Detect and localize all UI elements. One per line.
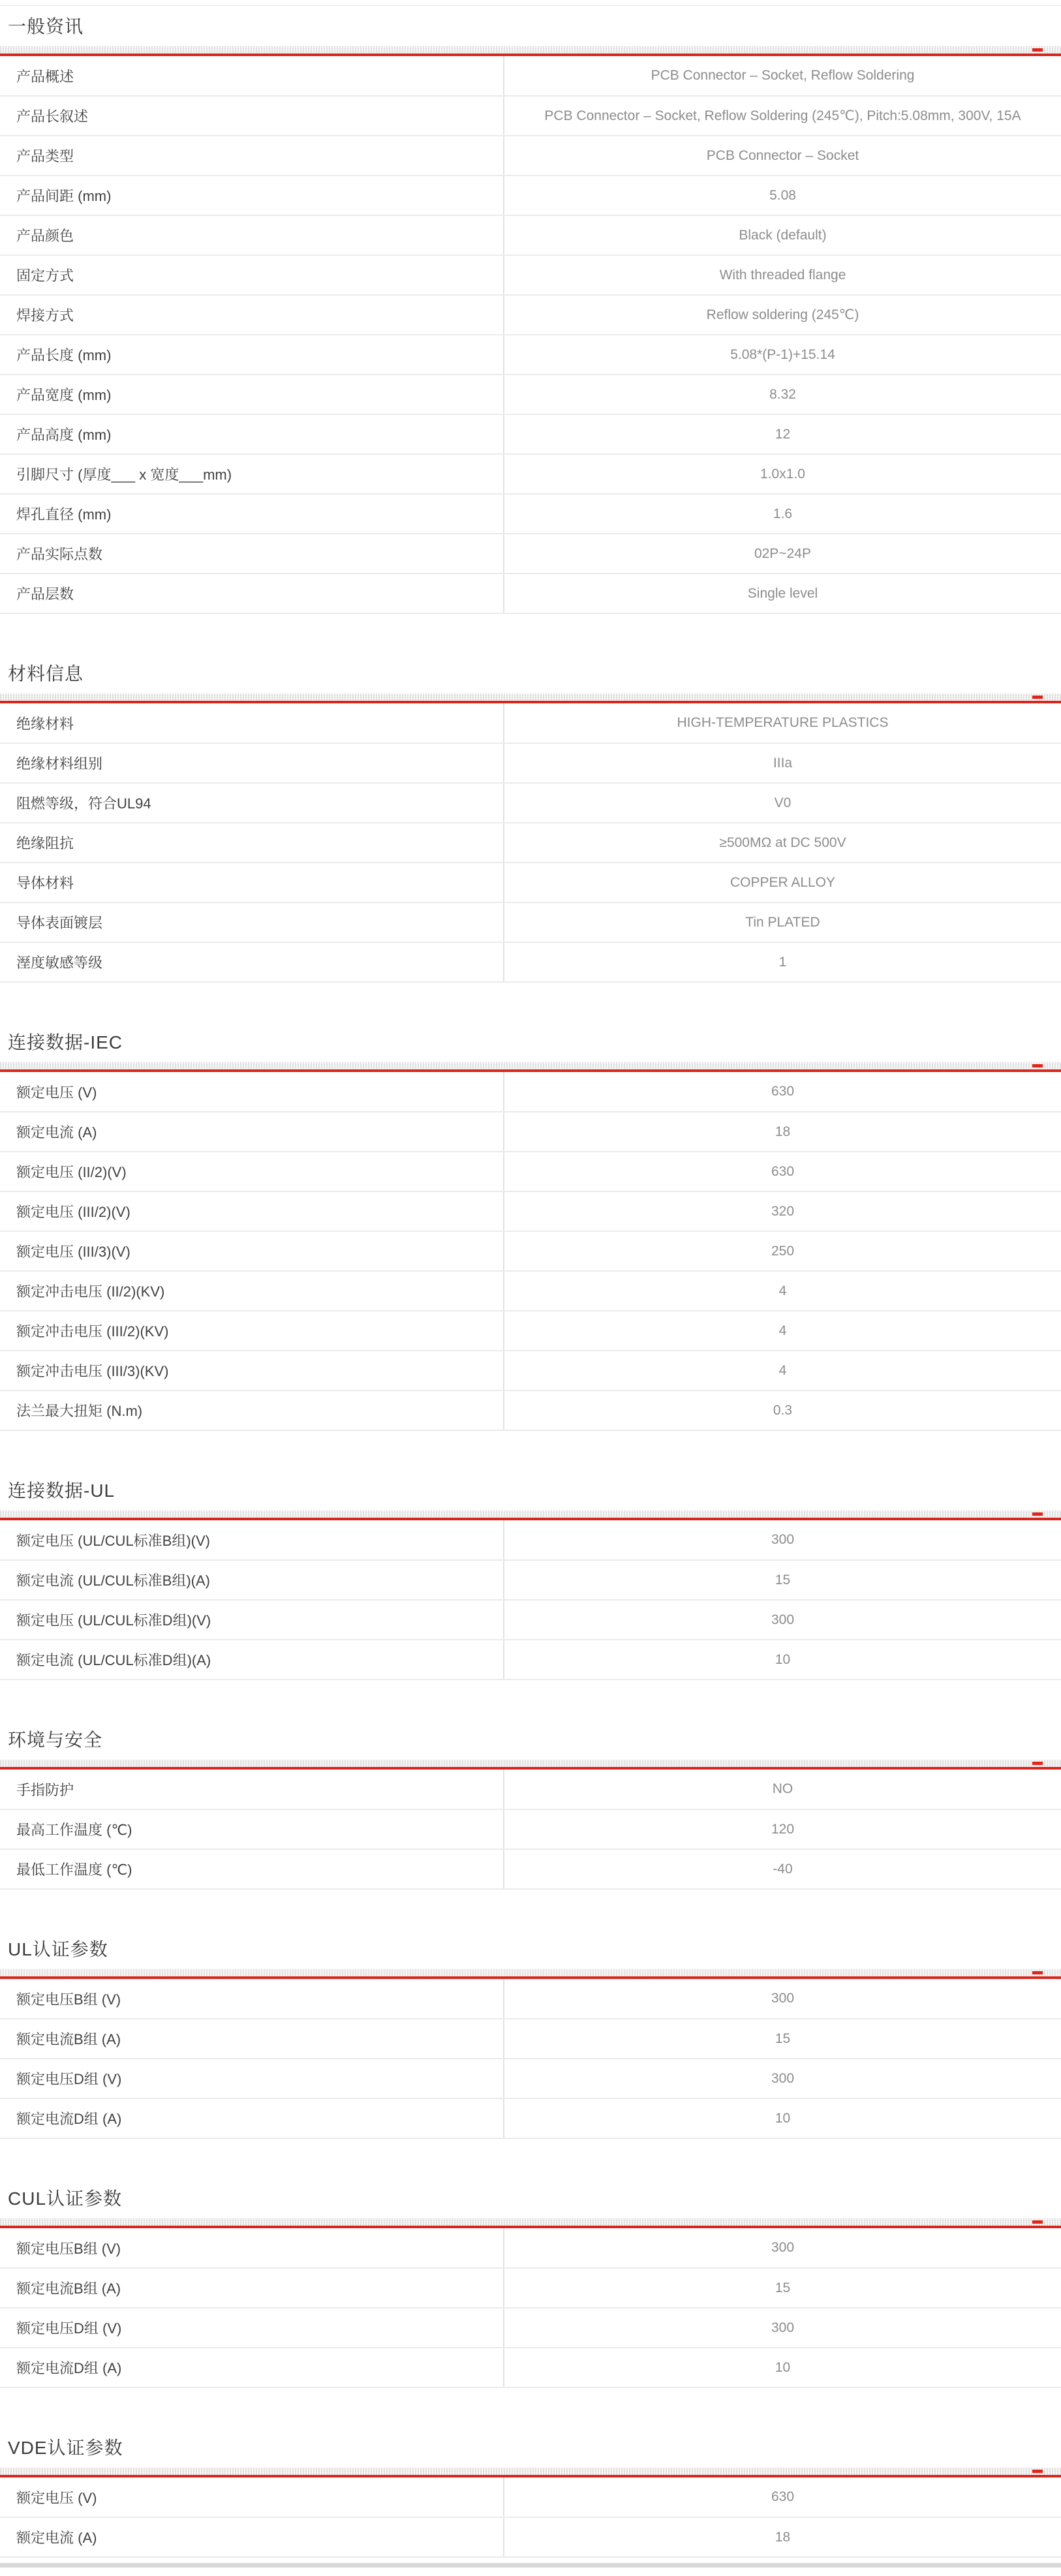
section-divider-texture: [0, 694, 1061, 701]
row-value: 1.0x1.0: [504, 454, 1061, 494]
table-row: [0, 1072, 1061, 1112]
spec-section-1: [0, 662, 1061, 983]
table-row: [0, 2348, 1061, 2387]
row-value: PCB Connector – Socket: [504, 136, 1061, 176]
row-label: 额定电流B组 (A): [0, 2268, 504, 2308]
section-divider-texture: [0, 1062, 1061, 1069]
table-row: [0, 1271, 1061, 1311]
spec-table: [0, 56, 1061, 614]
table-row: [0, 215, 1061, 255]
row-value: Black (default): [504, 215, 1061, 255]
table-row: [0, 295, 1061, 335]
row-value: 5.08*(P-1)+15.14: [504, 335, 1061, 375]
table-row: [0, 1351, 1061, 1390]
row-value: IIIa: [504, 743, 1061, 783]
spec-table-body: [0, 1979, 1061, 2138]
row-value: 10: [504, 2348, 1061, 2387]
row-value: 300: [504, 1600, 1061, 1640]
row-value: 5.08: [504, 176, 1061, 215]
row-value: 120: [504, 1809, 1061, 1849]
row-label: 最高工作温度 (℃): [0, 1809, 504, 1849]
row-label: 最低工作温度 (℃): [0, 1849, 504, 1889]
row-value: 630: [504, 1152, 1061, 1191]
row-label: 额定电压 (UL/CUL标准D组)(V): [0, 1600, 504, 1640]
row-label: 溼度敏感等级: [0, 942, 504, 982]
table-row: [0, 574, 1061, 613]
section-header: [0, 1728, 1061, 1752]
row-value: Tin PLATED: [504, 902, 1061, 942]
spec-table-body: [0, 2477, 1061, 2557]
spec-table-body: [0, 1770, 1061, 1889]
row-value: 18: [504, 2517, 1061, 2557]
row-value: Reflow soldering (245℃): [504, 295, 1061, 335]
section-header: [0, 2187, 1061, 2211]
row-label: 产品长度 (mm): [0, 335, 504, 375]
row-label: 额定电压D组 (V): [0, 2059, 504, 2098]
table-row: [0, 96, 1061, 136]
row-label: 额定电流 (A): [0, 2517, 504, 2557]
table-row: [0, 1849, 1061, 1889]
spec-table: [0, 2228, 1061, 2388]
row-label: 导体材料: [0, 863, 504, 902]
spec-table-body: [0, 703, 1061, 982]
collapse-minus-icon[interactable]: [1032, 1064, 1043, 1067]
row-value: 18: [504, 1112, 1061, 1152]
row-label: 额定电压B组 (V): [0, 2228, 504, 2268]
table-row: [0, 743, 1061, 783]
row-value: 300: [504, 1979, 1061, 2019]
spec-section-7: [0, 2436, 1061, 2558]
table-row: [0, 494, 1061, 534]
row-value: 320: [504, 1191, 1061, 1231]
row-value: NO: [504, 1770, 1061, 1809]
section-header: [0, 1031, 1061, 1054]
row-label: 产品类型: [0, 136, 504, 176]
row-label: 额定电流D组 (A): [0, 2098, 504, 2138]
section-divider-texture: [0, 2218, 1061, 2226]
spec-section-5: [0, 1938, 1061, 2139]
table-row: [0, 454, 1061, 494]
row-label: 额定电流D组 (A): [0, 2348, 504, 2387]
row-value: 1.6: [504, 494, 1061, 534]
row-label: 焊接方式: [0, 295, 504, 335]
row-value: 300: [504, 2228, 1061, 2268]
row-value: 4: [504, 1351, 1061, 1390]
spec-table: [0, 2477, 1061, 2558]
row-label: 焊孔直径 (mm): [0, 494, 504, 534]
table-row: [0, 823, 1061, 863]
row-label: 额定电压 (UL/CUL标准B组)(V): [0, 1520, 504, 1560]
row-value: 10: [504, 2098, 1061, 2138]
row-label: 额定冲击电压 (III/3)(KV): [0, 1351, 504, 1390]
table-row: [0, 942, 1061, 982]
section-header: [0, 2436, 1061, 2460]
row-label: 额定电流 (A): [0, 1112, 504, 1152]
spec-table: [0, 1770, 1061, 1890]
table-row: [0, 534, 1061, 574]
collapse-minus-icon[interactable]: [1032, 1512, 1043, 1516]
spec-section-2: [0, 1031, 1061, 1431]
row-value: ≥500MΩ at DC 500V: [504, 823, 1061, 863]
row-label: 额定冲击电压 (II/2)(KV): [0, 1271, 504, 1311]
table-row: [0, 703, 1061, 743]
row-label: 绝缘阻抗: [0, 823, 504, 863]
table-row: [0, 1390, 1061, 1430]
section-divider-texture: [0, 1760, 1061, 1767]
row-value: 15: [504, 2019, 1061, 2059]
row-value: 15: [504, 1560, 1061, 1600]
table-row: [0, 1979, 1061, 2019]
section-title: 连接数据-IEC: [8, 1032, 123, 1052]
row-label: 额定电流 (UL/CUL标准B组)(A): [0, 1560, 504, 1600]
row-label: 额定电压D组 (V): [0, 2308, 504, 2348]
table-row: [0, 1112, 1061, 1152]
row-label: 法兰最大扭矩 (N.m): [0, 1390, 504, 1430]
table-row: [0, 1640, 1061, 1679]
table-row: [0, 2098, 1061, 2138]
collapse-minus-icon[interactable]: [1032, 1971, 1043, 1974]
row-value: 0.3: [504, 1390, 1061, 1430]
page-bottom-cutoff-strip: [0, 2563, 1061, 2568]
row-value: 300: [504, 2308, 1061, 2348]
section-title: 环境与安全: [8, 1730, 103, 1750]
table-row: [0, 783, 1061, 823]
section-divider-texture: [0, 2468, 1061, 2475]
row-value: 630: [504, 1072, 1061, 1112]
row-label: 产品层数: [0, 574, 504, 613]
table-row: [0, 2019, 1061, 2059]
row-value: With threaded flange: [504, 255, 1061, 295]
section-divider-texture: [0, 1969, 1061, 1976]
spec-table: [0, 1520, 1061, 1680]
table-row: [0, 176, 1061, 215]
spec-table-body: [0, 1520, 1061, 1679]
row-value: Single level: [504, 574, 1061, 613]
collapse-minus-icon[interactable]: [1032, 696, 1043, 699]
row-label: 阻燃等级，符合UL94: [0, 783, 504, 823]
table-row: [0, 1311, 1061, 1351]
table-row: [0, 56, 1061, 96]
section-header: [0, 15, 1061, 38]
row-label: 额定电压 (V): [0, 1072, 504, 1112]
table-row: [0, 255, 1061, 295]
spec-section-0: [0, 15, 1061, 614]
section-title: 一般资讯: [8, 16, 84, 37]
table-row: [0, 1191, 1061, 1231]
table-row: [0, 2517, 1061, 2557]
table-row: [0, 2477, 1061, 2517]
section-title: 连接数据-UL: [8, 1480, 115, 1501]
row-value: V0: [504, 783, 1061, 823]
table-row: [0, 414, 1061, 454]
table-row: [0, 1231, 1061, 1271]
row-label: 产品概述: [0, 56, 504, 96]
collapse-minus-icon[interactable]: [1032, 2470, 1043, 2473]
row-value: 4: [504, 1311, 1061, 1351]
table-row: [0, 1809, 1061, 1849]
table-row: [0, 1520, 1061, 1560]
row-label: 固定方式: [0, 255, 504, 295]
row-value: 300: [504, 2059, 1061, 2098]
section-divider-texture: [0, 46, 1061, 54]
row-label: 产品高度 (mm): [0, 414, 504, 454]
row-value: HIGH-TEMPERATURE PLASTICS: [504, 703, 1061, 743]
table-row: [0, 1600, 1061, 1640]
row-label: 额定冲击电压 (III/2)(KV): [0, 1311, 504, 1351]
row-value: 630: [504, 2477, 1061, 2517]
spec-section-6: [0, 2187, 1061, 2388]
collapse-minus-icon[interactable]: [1032, 1762, 1043, 1765]
row-label: 产品宽度 (mm): [0, 375, 504, 414]
section-title: 材料信息: [8, 664, 84, 684]
table-row: [0, 2059, 1061, 2098]
row-value: 4: [504, 1271, 1061, 1311]
section-header: [0, 662, 1061, 686]
row-label: 产品间距 (mm): [0, 176, 504, 215]
spec-sections-container: [0, 15, 1061, 2558]
spec-table: [0, 1072, 1061, 1431]
row-value: 250: [504, 1231, 1061, 1271]
collapse-minus-icon[interactable]: [1032, 48, 1043, 52]
table-row: [0, 863, 1061, 902]
spec-table-body: [0, 1072, 1061, 1430]
page-top-divider: [0, 5, 1061, 6]
row-label: 额定电压 (III/2)(V): [0, 1191, 504, 1231]
row-label: 产品实际点数: [0, 534, 504, 574]
row-label: 绝缘材料: [0, 703, 504, 743]
spec-section-4: [0, 1728, 1061, 1890]
row-label: 绝缘材料组别: [0, 743, 504, 783]
table-row: [0, 136, 1061, 176]
collapse-minus-icon[interactable]: [1032, 2220, 1043, 2224]
row-value: 1: [504, 942, 1061, 982]
row-value: 15: [504, 2268, 1061, 2308]
spec-section-3: [0, 1479, 1061, 1680]
row-value: 300: [504, 1520, 1061, 1560]
table-row: [0, 2268, 1061, 2308]
section-divider-texture: [0, 1510, 1061, 1518]
row-label: 额定电压 (II/2)(V): [0, 1152, 504, 1191]
row-value: COPPER ALLOY: [504, 863, 1061, 902]
row-label: 额定电压 (V): [0, 2477, 504, 2517]
row-label: 额定电压 (III/3)(V): [0, 1231, 504, 1271]
table-row: [0, 902, 1061, 942]
table-row: [0, 375, 1061, 414]
row-value: 8.32: [504, 375, 1061, 414]
spec-table-body: [0, 56, 1061, 613]
row-label: 导体表面镀层: [0, 902, 504, 942]
section-title: UL认证参数: [8, 1939, 108, 1959]
row-value: -40: [504, 1849, 1061, 1889]
section-header: [0, 1938, 1061, 1961]
table-row: [0, 2308, 1061, 2348]
row-value: 02P~24P: [504, 534, 1061, 574]
row-label: 引脚尺寸 (厚度___ x 宽度___mm): [0, 454, 504, 494]
section-header: [0, 1479, 1061, 1503]
row-label: 额定电压B组 (V): [0, 1979, 504, 2019]
row-label: 手指防护: [0, 1770, 504, 1809]
spec-table: [0, 1979, 1061, 2139]
row-label: 产品长叙述: [0, 96, 504, 136]
table-row: [0, 1770, 1061, 1809]
table-row: [0, 2228, 1061, 2268]
row-value: PCB Connector – Socket, Reflow Soldering (245℃), Pitch:5.08mm, 300V, 15A: [504, 96, 1061, 136]
section-title: VDE认证参数: [8, 2438, 123, 2458]
spec-table-body: [0, 2228, 1061, 2387]
table-row: [0, 1560, 1061, 1600]
row-label: 额定电流 (UL/CUL标准D组)(A): [0, 1640, 504, 1679]
row-label: 产品颜色: [0, 215, 504, 255]
table-row: [0, 335, 1061, 375]
row-value: 12: [504, 414, 1061, 454]
section-title: CUL认证参数: [8, 2188, 123, 2209]
row-value: PCB Connector – Socket, Reflow Soldering: [504, 56, 1061, 96]
spec-table: [0, 703, 1061, 983]
table-row: [0, 1152, 1061, 1191]
row-value: 10: [504, 1640, 1061, 1679]
row-label: 额定电流B组 (A): [0, 2019, 504, 2059]
